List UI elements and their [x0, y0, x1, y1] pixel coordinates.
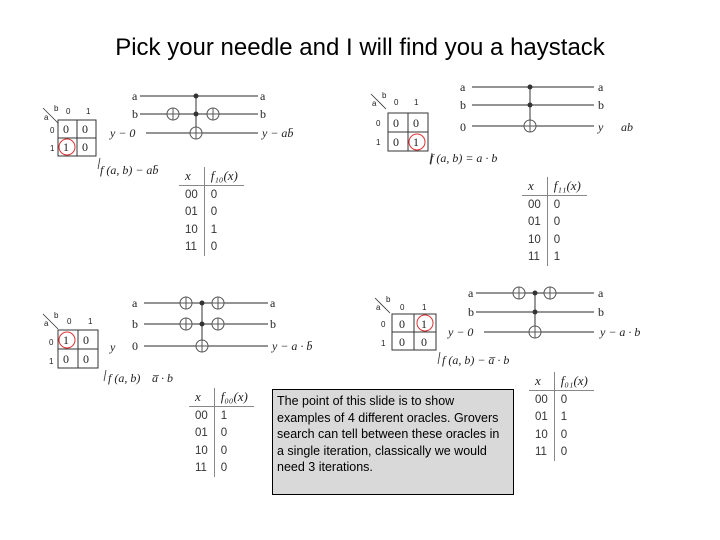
circuit-wires-f11	[460, 80, 633, 134]
svg-text:1: 1	[376, 138, 381, 147]
svg-text:y − a · b: y − a · b	[600, 325, 641, 339]
svg-text:0: 0	[400, 303, 405, 312]
circuit-wires-f00	[132, 296, 312, 353]
svg-text:0: 0	[393, 116, 399, 130]
circuit-f00	[40, 292, 330, 392]
svg-text:y − 0: y − 0	[110, 126, 136, 140]
svg-text:a: a	[598, 80, 604, 94]
table-row: 00 0	[529, 391, 594, 409]
kmap-f10	[43, 104, 158, 177]
slide-title: Pick your needle and I will find you a haystack	[115, 34, 605, 61]
svg-text:a̅ · b: a̅ · b	[152, 371, 173, 385]
svg-text:y: y	[110, 340, 116, 354]
table-row: 11 1	[522, 249, 587, 267]
table-row: 11 0	[179, 239, 244, 257]
table-row: 00 1	[189, 407, 254, 425]
svg-text:ab: ab	[621, 120, 633, 134]
svg-text:0: 0	[50, 126, 55, 135]
table-row: 10 1	[179, 221, 244, 239]
svg-text:a: a	[598, 286, 604, 300]
svg-text:b: b	[54, 311, 59, 320]
svg-text:a: a	[270, 296, 276, 310]
circuit-f01	[372, 282, 662, 372]
svg-text:a: a	[132, 296, 138, 310]
svg-text:b: b	[386, 295, 391, 304]
svg-text:b: b	[598, 305, 604, 319]
svg-text:0: 0	[82, 122, 88, 136]
svg-text:a: a	[468, 286, 474, 300]
svg-text:0: 0	[66, 107, 71, 116]
svg-text:a: a	[460, 80, 466, 94]
svg-text:0: 0	[421, 335, 427, 349]
svg-text:0: 0	[63, 122, 69, 136]
svg-text:b: b	[382, 91, 387, 100]
table-row: 10 0	[522, 231, 587, 249]
svg-text:b: b	[54, 104, 59, 113]
svg-text:b: b	[598, 98, 604, 112]
svg-text:0: 0	[376, 119, 381, 128]
svg-text:f (a, b) = a · b: f (a, b) = a · b	[430, 151, 498, 165]
table-row: 01 0	[522, 214, 587, 232]
kmap-f01	[375, 295, 509, 367]
svg-text:b: b	[468, 305, 474, 319]
explanation-note: The point of this slide is to show examples of 4 different oracles. Grovers search can tell between these oracles in a single iteration, classically we would need 3 iterations.	[272, 389, 514, 495]
svg-text:b: b	[460, 98, 466, 112]
svg-text:a: a	[260, 89, 266, 103]
svg-text:1: 1	[88, 317, 93, 326]
svg-text:0: 0	[83, 333, 89, 347]
truth-table-f01: x f₀₁(x) 00 0 01 1 10 0 11 0	[529, 372, 594, 461]
svg-text:0: 0	[399, 317, 405, 331]
svg-text:y − 0: y − 0	[448, 325, 474, 339]
circuit-wires-f10	[109, 89, 293, 140]
svg-text:0: 0	[460, 120, 466, 134]
svg-text:0: 0	[132, 339, 138, 353]
svg-text:a: a	[132, 89, 138, 103]
svg-text:0: 0	[394, 98, 399, 107]
svg-text:a: a	[372, 99, 377, 108]
svg-text:1: 1	[413, 135, 419, 149]
kmap-f00	[43, 311, 173, 385]
svg-text:0: 0	[399, 335, 405, 349]
svg-text:1: 1	[86, 107, 91, 116]
table-row: 11 0	[189, 460, 254, 478]
table-row: 10 0	[529, 426, 594, 444]
svg-text:0: 0	[82, 140, 88, 154]
svg-text:1: 1	[50, 144, 55, 153]
svg-text:y − ab̄: y − ab̄	[262, 126, 294, 140]
svg-text:b: b	[270, 317, 276, 331]
svg-text:0: 0	[49, 338, 54, 347]
svg-text:0: 0	[413, 116, 419, 130]
svg-text:1: 1	[422, 303, 427, 312]
svg-text:1: 1	[414, 98, 419, 107]
svg-text:y − a · b̄: y − a · b̄	[272, 339, 313, 353]
svg-text:0: 0	[83, 352, 89, 366]
svg-text:1: 1	[63, 333, 69, 347]
table-row: 01 1	[529, 409, 594, 427]
table-row: 00 0	[522, 196, 587, 214]
table-row: 10 0	[189, 442, 254, 460]
svg-text:a: a	[44, 319, 49, 328]
svg-text:b: b	[132, 317, 138, 331]
kmap-f11	[371, 91, 497, 165]
svg-text:0: 0	[63, 352, 69, 366]
table-row: 00 0	[179, 186, 244, 204]
svg-text:b: b	[132, 107, 138, 121]
table-row: 01 0	[189, 425, 254, 443]
circuit-f10	[40, 80, 320, 180]
svg-text:1: 1	[63, 140, 69, 154]
table-row: 11 0	[529, 444, 594, 462]
svg-text:f (a, b) − a̅ · b: f (a, b) − a̅ · b	[442, 353, 510, 367]
svg-text:0: 0	[67, 317, 72, 326]
svg-text:1: 1	[421, 317, 427, 331]
svg-text:y: y	[598, 120, 604, 134]
svg-text:0: 0	[381, 320, 386, 329]
svg-text:f (a, b): f (a, b)	[108, 371, 141, 385]
truth-table-f11: x f₁₁(x) 00 0 01 0 10 0 11 1	[522, 177, 587, 266]
svg-text:b: b	[260, 107, 266, 121]
svg-text:1: 1	[381, 339, 386, 348]
table-row: 01 0	[179, 204, 244, 222]
circuit-f11	[368, 78, 648, 173]
svg-text:f (a, b) − ab̄: f (a, b) − ab̄	[100, 163, 159, 177]
svg-text:a: a	[376, 303, 381, 312]
svg-text:1: 1	[49, 357, 54, 366]
svg-text:0: 0	[393, 135, 399, 149]
svg-text:a: a	[44, 113, 49, 122]
truth-table-f10: x f₁₀(x) 00 0 01 0 10 1 11 0	[179, 167, 244, 256]
truth-table-f00: x f₀₀(x) 00 1 01 0 10 0 11 0	[189, 388, 254, 477]
circuit-wires-f01	[447, 286, 640, 339]
